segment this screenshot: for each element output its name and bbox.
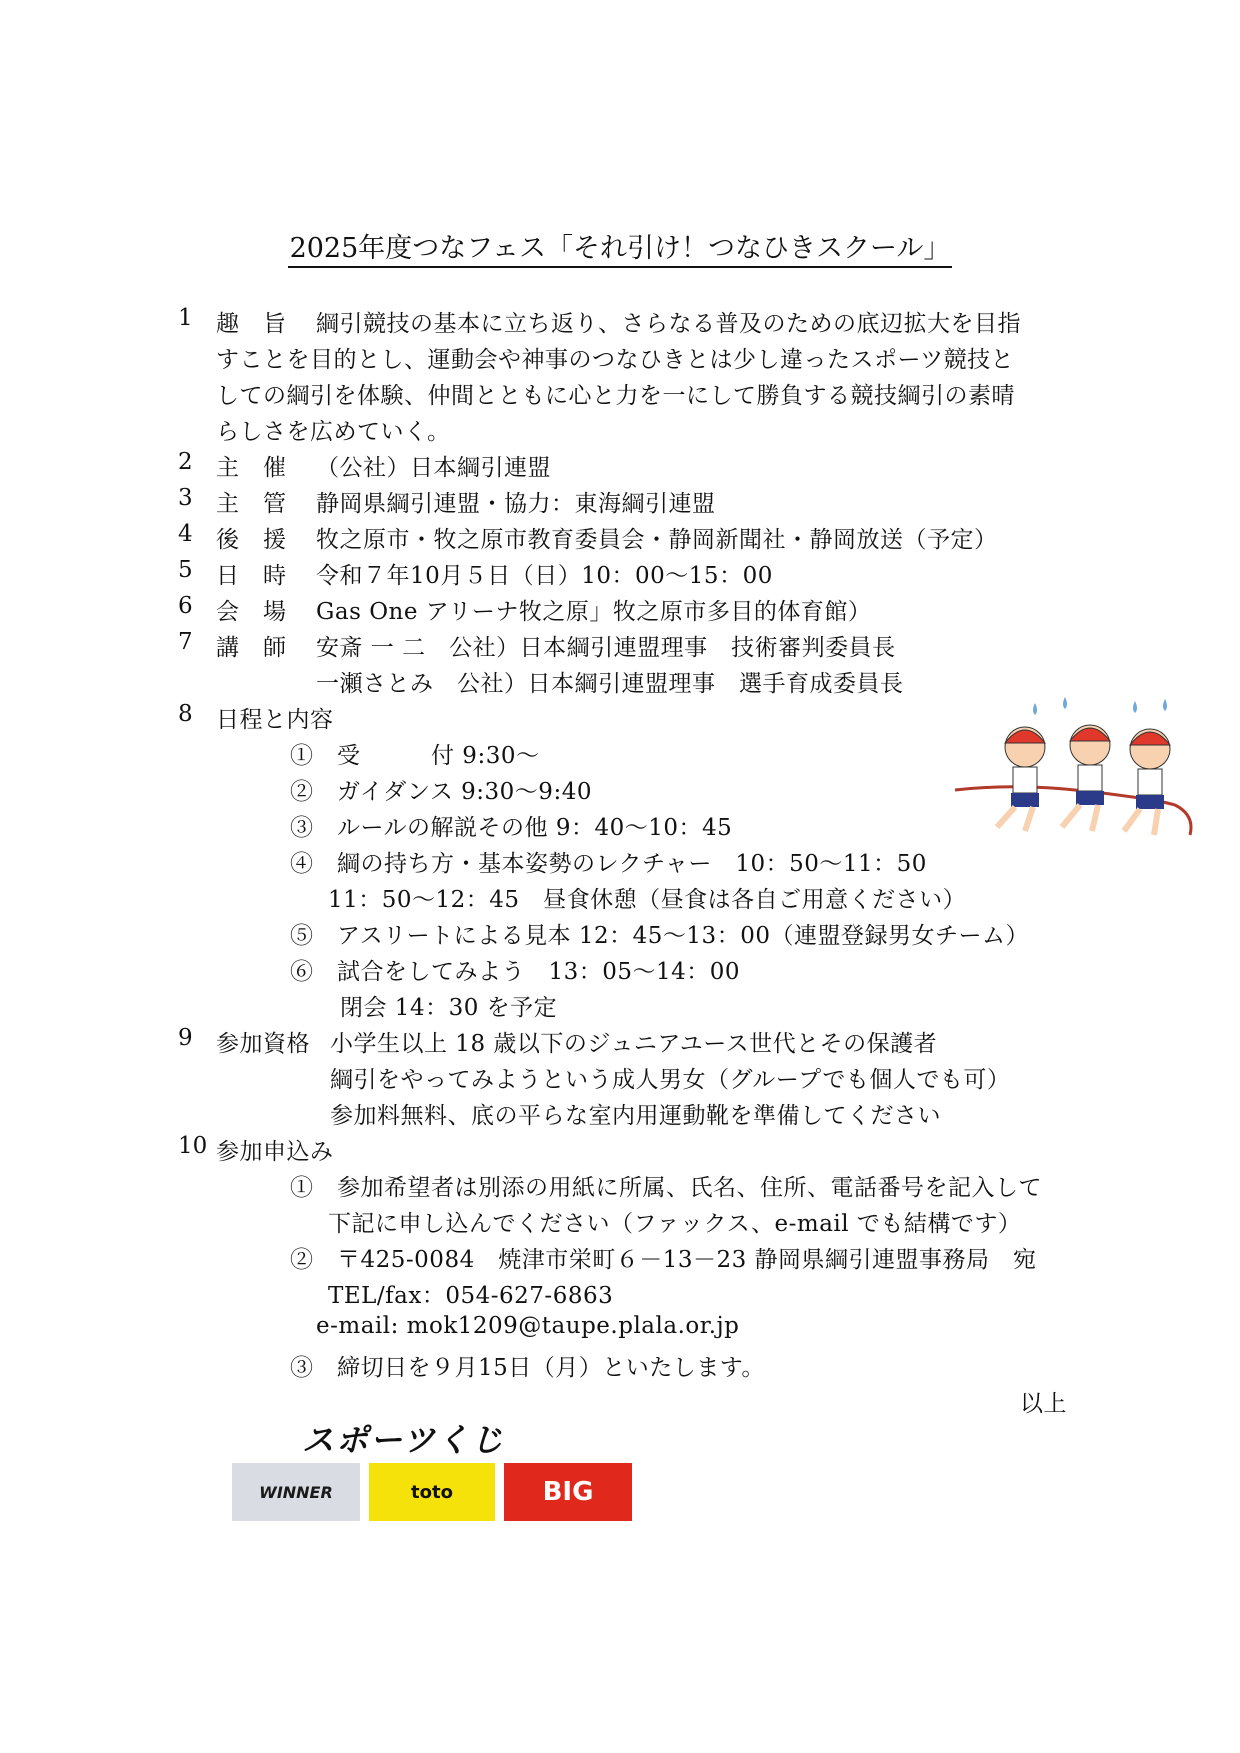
purpose-line: しての綱引を体験、仲間とともに心と力を一にして勝負する競技綱引の素晴 [216, 383, 1015, 409]
section-label: 日程と内容 [216, 707, 334, 733]
schedule-item: ⑥ 試合をしてみよう 13：05～14：00 [290, 959, 741, 985]
section-label: 主 催 [216, 455, 287, 481]
venue-text: Gas One アリーナ牧之原」牧之原市多目的体育館） [316, 599, 872, 625]
application-item: ② 〒425-0084 焼津市栄町６－13－23 静岡県綱引連盟事務局 宛 [290, 1247, 1037, 1273]
schedule-item: 11：50～12：45 昼食休憩（昼食は各自ご用意ください） [328, 887, 967, 913]
purpose-line: 綱引競技の基本に立ち返り、さらなる普及のための底辺拡大を目指 [316, 311, 1021, 337]
schedule-item: ② ガイダンス 9:30～9:40 [290, 779, 592, 805]
schedule-item: ① 受 付 9:30～ [290, 743, 540, 769]
schedule-item: ⑤ アスリートによる見本 12：45～13：00（連盟登録男女チーム） [290, 923, 1029, 949]
section-number: 5 [178, 557, 193, 583]
application-item: ③ 締切日を９月15日（月）といたします。 [290, 1355, 765, 1381]
big-logo: BIG [504, 1463, 632, 1521]
management-text: 静岡県綱引連盟・協力：東海綱引連盟 [316, 491, 716, 517]
section-number: 10 [178, 1133, 208, 1159]
section-number: 4 [178, 521, 193, 547]
document-title: 2025年度つなフェス「それ引け！つなひきスクール」 [0, 226, 1240, 265]
winner-logo: WINNER [232, 1463, 360, 1521]
schedule-item: ③ ルールの解説その他 9：40～10：45 [290, 815, 733, 841]
section-number: 2 [178, 449, 193, 475]
schedule-item: ④ 綱の持ち方・基本姿勢のレクチャー 10：50～11：50 [290, 851, 927, 877]
datetime-text: 令和７年10月５日（日）10：00～15：00 [316, 563, 773, 589]
section-number: 8 [178, 701, 193, 727]
sports-lottery-logo [232, 1415, 642, 1525]
section-number: 9 [178, 1025, 193, 1051]
logo-brand-text: スポーツくじ [302, 1421, 505, 1459]
closing-text: 以上 [1020, 1391, 1067, 1417]
section-number: 7 [178, 629, 193, 655]
section-number: 3 [178, 485, 193, 511]
section-label: 参加申込み [216, 1139, 334, 1165]
section-label: 講 師 [216, 635, 287, 661]
application-item: TEL/fax：054-627-6863 [328, 1283, 614, 1309]
section-number: 6 [178, 593, 193, 619]
application-item: 下記に申し込んでください（ファックス、e-mail でも結構です） [328, 1211, 1022, 1237]
toto-logo: toto [369, 1463, 495, 1521]
eligibility-line: 参加料無料、底の平らな室内用運動靴を準備してください [330, 1103, 941, 1129]
instructor-line: 安斎 一 二 公社）日本綱引連盟理事 技術審判委員長 [316, 635, 896, 661]
section-label: 参加資格 [216, 1031, 310, 1057]
eligibility-line: 小学生以上 18 歳以下のジュニアユース世代とその保護者 [330, 1031, 938, 1057]
application-item: ① 参加希望者は別添の用紙に所属、氏名、住所、電話番号を記入して [290, 1175, 1042, 1201]
section-label: 後 援 [216, 527, 287, 553]
tug-of-war-illustration [955, 695, 1205, 855]
section-label: 趣 旨 [216, 311, 287, 337]
section-label: 日 時 [216, 563, 287, 589]
application-item: e-mail: mok1209@taupe.plala.or.jp [316, 1313, 740, 1339]
purpose-line: らしさを広めていく。 [216, 419, 451, 445]
section-label: 会 場 [216, 599, 287, 625]
instructor-line: 一瀬さとみ 公社）日本綱引連盟理事 選手育成委員長 [316, 671, 904, 697]
section-number: 1 [178, 305, 193, 331]
purpose-line: すことを目的とし、運動会や神事のつなひきとは少し違ったスポーツ競技と [216, 347, 1015, 373]
organizer-text: （公社）日本綱引連盟 [316, 455, 551, 481]
schedule-item: 閉会 14：30 を予定 [340, 995, 558, 1021]
eligibility-line: 綱引をやってみようという成人男女（グループでも個人でも可） [330, 1067, 1011, 1093]
support-text: 牧之原市・牧之原市教育委員会・静岡新聞社・静岡放送（予定） [316, 527, 998, 553]
section-label: 主 管 [216, 491, 287, 517]
